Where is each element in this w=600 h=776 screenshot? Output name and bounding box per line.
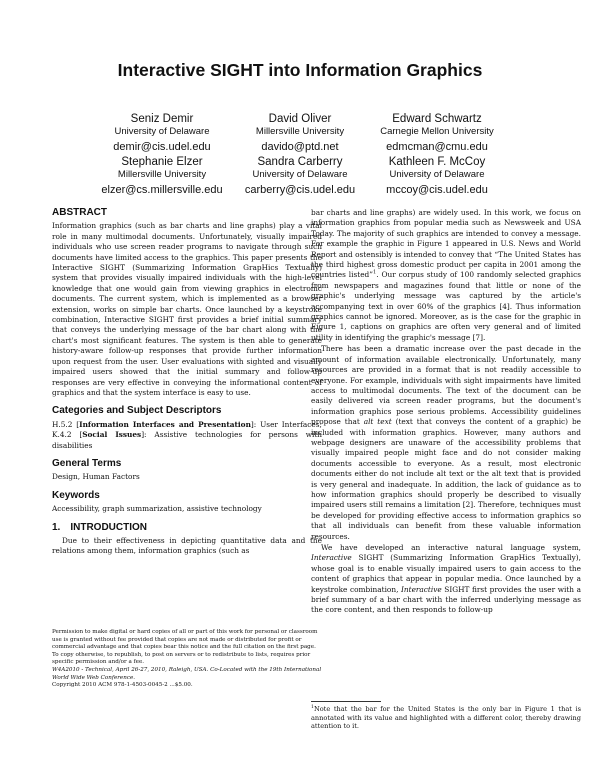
abstract-text: Information graphics (such as bar charts and line graphs) play a vital role in many multimodal documents. Unfortunately, visually impaired individuals who use screen reader programs to navigate through such documents have limited access to the graphics. This paper presents the Interactive SIGHT (Summarizing Information GrapHics Textually) system that provides visually impaired individuals with the high-level knowledge that one would gain from viewing graphics in electronic documents. The current system, which is implemented as a browser extension, works on simple bar charts. Once launched by a keystroke combination, Interactive SIGHT first provides a brief initial summary that conveys the underlying message of the bar chart along with the chart's most significant features. The system is then able to generate history-aware follow-up responses that provide further information upon request from the user. User evaluations with sighted and visually impaired users showed that the initial summary and follow-up responses are very effective in conveying the informational content of graphics and that the system interface is easy to use. [52, 221, 322, 397]
author-affiliation: Millersville University [255, 126, 345, 137]
introduction-paragraph: Due to their effectiveness in depicting quantitative data and the relations among them, information graphics (such as [52, 535, 322, 556]
categories-heading: Categories and Subject Descriptors [52, 405, 222, 417]
general-terms-text: Design, Human Factors [52, 472, 140, 482]
general-terms-heading: General Terms [52, 457, 122, 469]
copyright-line: Copyright 2010 ACM 978-1-4503-0045-2 ...$5.00. [52, 682, 193, 689]
venue-text: W4A2010 - Technical, April 26-27, 2010, Raleigh, USA. Co-Located with the 19th International World Wide Web Conference. [52, 666, 322, 681]
footnote-text: $^1$Note that the bar for the United States is the only bar in Figure 1 that is annotated with its value and highlighted with a different color, thereby drawing attention to it. [311, 704, 581, 731]
body-paragraph: We have developed an interactive natural language system, Interactive SIGHT (Summarizing Information GrapHics Textually), whose goal is to enable visually impaired users to gain access to the content of graphics that appear in popular media. Once launched by a keystroke combination, Interactive SIGHT first provides the user with a brief summary of a bar chart with the inferred underlying message as the core content, and then responds to follow-up [311, 543, 581, 615]
author-name: Edward Schwartz [392, 113, 482, 125]
author-email: mccoy@cis.udel.edu [386, 184, 488, 196]
body-paragraph: bar charts and line graphs) are widely used. In this work, we focus on information graphics from popular media such as Newsweek and USA Today. The majority of such graphics are intended to convey a message. For example the graphic in Figure 1 appeared in U.S. News and World Report and ostensibly is intended to convey that “The United States has the third highest gross domestic product per capita in 2001 among the countries listed”$^1$. Our corpus study of 100 randomly selected graphics from newspapers and magazines found that little or none of the graphic's underlying message was captured by the article's accompanying text in over 60% of the graphics [4]. Thus information graphics cannot be ignored. Moreover, as is the case for the graphic in Figure 1, captions on graphics are often very general and of limited utility in identifying the graphic's message [7]. [311, 208, 582, 342]
author-affiliation: University of Delaware [114, 126, 210, 137]
paper-title: Interactive SIGHT into Information Graphics [117, 60, 483, 80]
introduction-heading: 1. INTRODUCTION [52, 521, 148, 533]
author-affiliation: University of Delaware [389, 169, 485, 180]
author-block [352, 155, 522, 198]
author-name: Kathleen F. McCoy [388, 156, 486, 168]
right-column [311, 208, 581, 616]
footnote [311, 701, 581, 731]
permission-text: Permission to make digital or hard copies of all or part of this work for personal or classroom use is granted without fee provided that copies are not made or distributed for profit or commercial advantage and that copies bear this notice and the full citation on the first page. To copy otherwise, to republish, to post on servers or to redistribute to lists, requires prior specific permission and/or a fee. [52, 629, 318, 666]
author-affiliation: Millersville University [117, 169, 207, 180]
author-name: Seniz Demir [130, 113, 194, 125]
author-email: elzer@cs.millersville.edu [101, 184, 223, 196]
left-column [52, 208, 322, 557]
author-name: Sandra Carberry [257, 156, 343, 168]
author-email: edmcman@cmu.edu [386, 141, 488, 153]
author-email: davido@ptd.net [261, 141, 339, 153]
author-email: carberry@cis.udel.edu [244, 184, 356, 196]
categories-text: H.5.2 [Information Interfaces and Presentation]: User Interfaces; K.4.2 [Social Issues]: Assistive technologies for persons with disabilities [52, 419, 323, 450]
author-name: David Oliver [268, 113, 332, 125]
keywords-text: Accessibility, graph summarization, assistive technology [52, 504, 262, 514]
author-email: demir@cis.udel.edu [113, 141, 211, 153]
keywords-heading: Keywords [52, 489, 100, 501]
author-name: Stephanie Elzer [121, 156, 203, 168]
author-affiliation: Carnegie Mellon University [380, 126, 494, 137]
author-block [352, 112, 522, 155]
body-paragraph: There has been a dramatic increase over the past decade in the amount of information available electronically. Unfortunately, many resources are provided in a format that is not readily accessible to everyone. For example, individuals with sight impairments have limited access to multimodal documents. The text of the document can be easily delivered via screen reader programs, but the document's information graphics pose serious problems. Accessibility guidelines propose that alt text (text that conveys the content of a graphic) be included with information graphics. However, many authors and webpage designers are unaware of the accessibility problems that visually impaired people might face and do not consider making documents accessible to everyone. As a result, most electronic documents either do not include alt text or the alt text that is provided is very general and inadequate. In addition, the lack of guidance as to how information graphics should properly be described to visually impaired users still remains a limitation [2]. Therefore, techniques must be developed for providing effective access to information graphics so that all individuals can benefit from these valuable information resources. [311, 344, 581, 541]
author-affiliation: University of Delaware [252, 169, 348, 180]
footnote-ref: 1 [373, 270, 377, 276]
copyright-notice [52, 629, 322, 690]
abstract-heading: ABSTRACT [52, 207, 107, 218]
footnote-rule [311, 701, 381, 702]
